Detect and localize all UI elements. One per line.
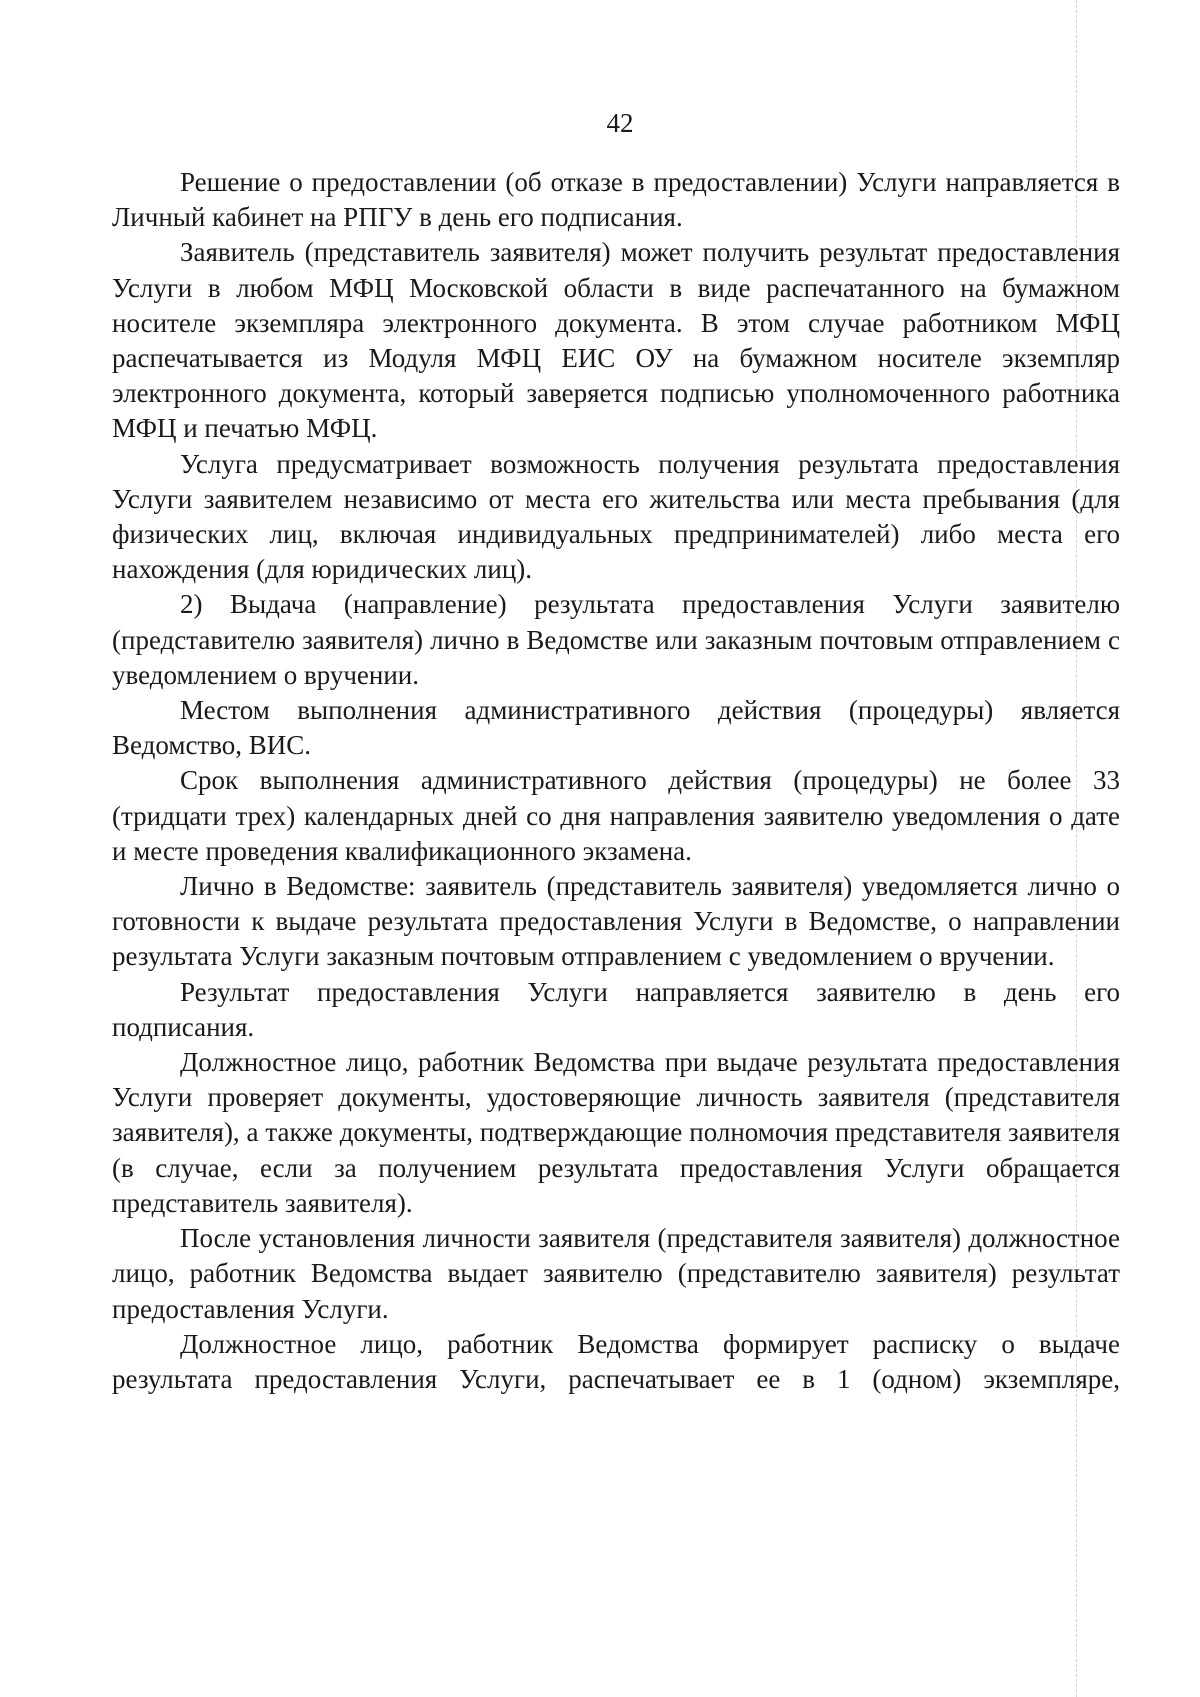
paragraph: Заявитель (представитель заявителя) может получить результат предоставления Услуги в любом МФЦ Московской области в виде распечатанного на бумажном носителе экземпляра электронного документа. В этом случае работником МФЦ распечатывается из Модуля МФЦ ЕИС ОУ на бумажном носителе экземпляр электронного документа, который заверяется подписью уполномоченного работника МФЦ и печатью МФЦ. bbox=[112, 237, 1120, 444]
paragraph: Срок выполнения административного действия (процедуры) не более 33 (тридцати трех) календарных дней со дня направления заявителю уведомления о дате и месте проведения квалификационного экзамена. bbox=[112, 765, 1120, 866]
paragraph: Решение о предоставлении (об отказе в предоставлении) Услуги направляется в Личный кабинет на РПГУ в день его подписания. bbox=[112, 167, 1120, 233]
paragraph: После установления личности заявителя (представителя заявителя) должностное лицо, работник Ведомства выдает заявителю (представителю заявителя) результат предоставления Услуги. bbox=[112, 1223, 1120, 1324]
paragraph: Услуга предусматривает возможность получения результата предоставления Услуги заявителем независимо от места его жительства или места пребывания (для физических лиц, включая индивидуальных предпринимателей) либо места его нахождения (для юридических лиц). bbox=[112, 448, 1120, 585]
paragraph: Должностное лицо, работник Ведомства формирует расписку о выдаче результата предоставления Услуги, распечатывает ее в 1 (одном) экземпляре, bbox=[112, 1328, 1120, 1394]
paragraph: Должностное лицо, работник Ведомства при выдаче результата предоставления Услуги проверяет документы, удостоверяющие личность заявителя (представителя заявителя), а также документы, подтверждающие полномочия представителя заявителя (в случае, если за получением результата предоставления Услуги обращается представитель заявителя). bbox=[112, 1047, 1120, 1218]
document-body bbox=[112, 165, 1120, 1397]
paragraph: Местом выполнения административного действия (процедуры) является Ведомство, ВИС. bbox=[112, 695, 1120, 761]
paragraph: 2) Выдача (направление) результата предоставления Услуги заявителю (представителю заявителя) лично в Ведомстве или заказным почтовым отправлением с уведомлением о вручении. bbox=[112, 589, 1120, 690]
paragraph: Лично в Ведомстве: заявитель (представитель заявителя) уведомляется лично о готовности к выдаче результата предоставления Услуги в Ведомстве, о направлении результата Услуги заказным почтовым отправлением с уведомлением о вручении. bbox=[112, 871, 1120, 972]
page-number: 42 bbox=[606, 108, 634, 138]
paragraph: Результат предоставления Услуги направляется заявителю в день его подписания. bbox=[112, 976, 1120, 1042]
